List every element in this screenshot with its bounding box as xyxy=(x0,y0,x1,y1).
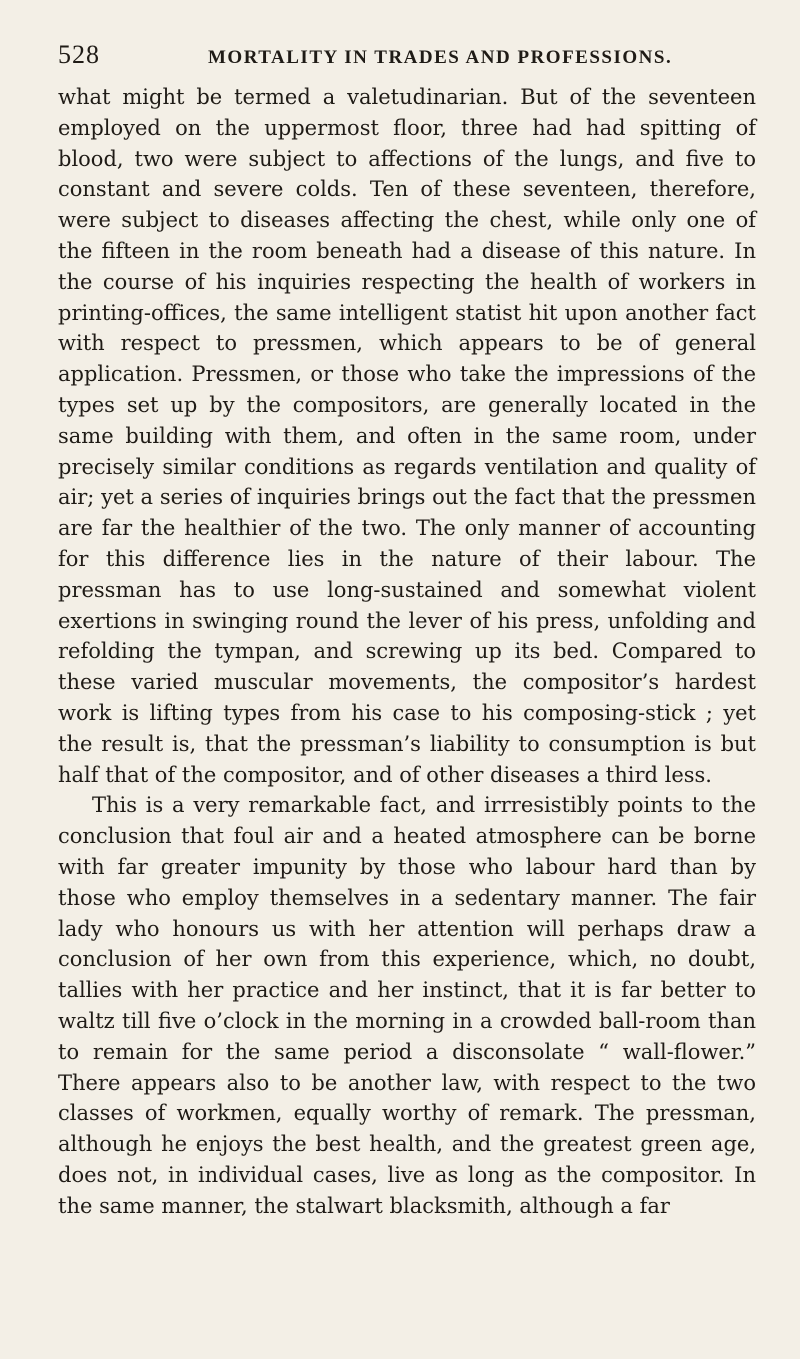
paragraph-continued: what might be termed a valetudinarian. But of the seventeen employed on the uppermost floor, three had had spitting of blood, two were subject to affections of the lungs, and five to constant and severe colds. Ten of these seventeen, therefore, were subject to diseases affecting the chest, while only one of the fifteen in the room beneath had a disease of this nature. In the course of his inquiries respecting the health of workers in printing-offices, the same intelligent statist hit upon another fact with respect to pressmen, which appears to be of general application. Pressmen, or those who take the impressions of the types set up by the compositors, are generally located in the same building with them, and often in the same room, under precisely similar conditions as regards ventilation and quality of air; yet a series of inquiries brings out the fact that the pressmen are far the healthier of the two. The only manner of accounting for this difference lies in the nature of their labour. The pressman has to use long-sustained and somewhat violent exertions in swinging round the lever of his press, unfolding and refolding the tympan, and screwing up its bed. Compared to these varied muscular movements, the compositor’s hardest work is lifting types from his case to his composing-stick ; yet the result is, that the pressman’s liability to consumption is but half that of the compositor, and of other diseases a third less. xyxy=(58,85,756,787)
running-head xyxy=(58,40,756,74)
running-title: MORTALITY IN TRADES AND PROFESSIONS. xyxy=(208,47,673,68)
body-text xyxy=(58,82,756,1221)
paragraph: This is a very remarkable fact, and irrresistibly points to the conclusion that foul air and a heated atmosphere can be borne with far greater impunity by those who labour hard than by those who employ themselves in a sedentary manner. The fair lady who honours us with her attention will perhaps draw a conclusion of her own from this experience, which, no doubt, tallies with her practice and her instinct, that it is far better to waltz till five o’clock in the morning in a crowded ball-room than to remain for the same period a disconsolate “ wall-flower.” There appears also to be another law, with respect to the two classes of workmen, equally worthy of remark. The pressman, although he enjoys the best health, and the greatest green age, does not, in individual cases, live as long as the compositor. In the same manner, the stalwart blacksmith, although a far xyxy=(58,793,756,1218)
page-number: 528 xyxy=(58,40,100,69)
